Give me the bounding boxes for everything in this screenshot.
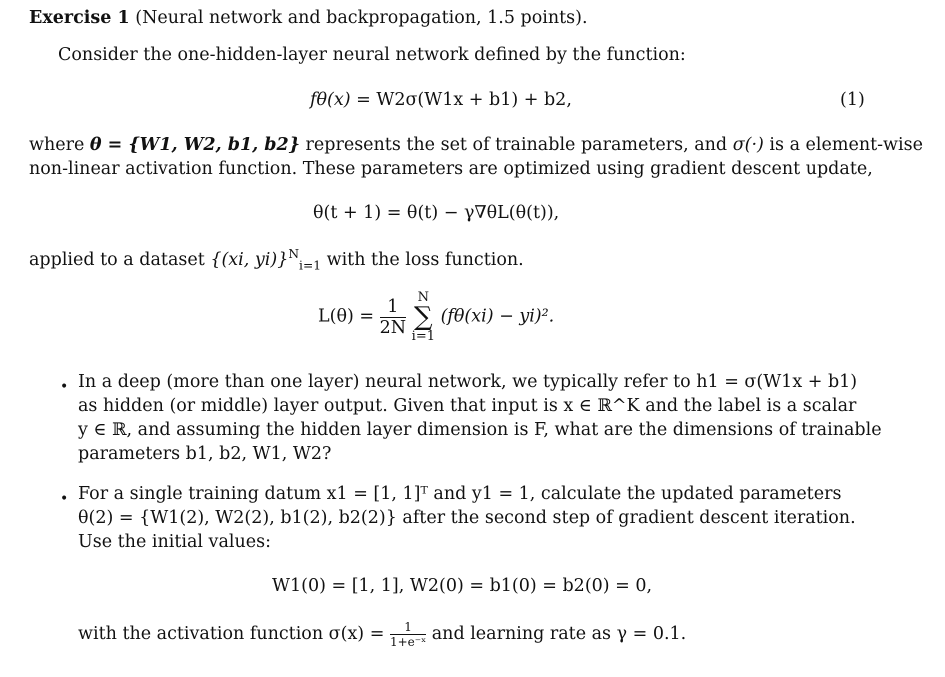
- paragraph-3: [29, 247, 524, 272]
- bullet-1-line-2: as hidden (or middle) layer output. Given that input is x ∈ ℝ^K and the label is a scalar: [78, 396, 857, 416]
- bullet-2-line-1: For a single training datum x1 = [1, 1]ᵀ and y1 = 1, calculate the updated parameters: [78, 484, 842, 504]
- bullet-1-line-4: parameters b1, b2, W1, W2?: [78, 444, 332, 464]
- p2-math-sigma: σ(·): [732, 135, 764, 155]
- p2-math-theta: θ = {W1, W2, b1, b2}: [89, 135, 300, 155]
- eq3-frac-den: 2N: [379, 317, 407, 338]
- equation-1: [310, 90, 572, 110]
- bullet-1-line-1: In a deep (more than one layer) neural network, we typically refer to h1 = σ(W1x + b1): [78, 372, 858, 392]
- equation-1-rhs: = W2σ(W1x + b1) + b2,: [356, 90, 572, 110]
- activation-fraction: [390, 620, 426, 649]
- paragraph-2-line-2: non-linear activation function. These parameters are optimized using gradient descent update,: [29, 159, 873, 179]
- activation-line: [78, 620, 686, 649]
- p2-text-b: represents the set of trainable parameters, and: [299, 135, 733, 155]
- activation-text-b: and learning rate as γ = 0.1.: [431, 624, 687, 644]
- bullet-2-marker: •: [60, 491, 69, 507]
- eq3-body: (fθ(xi) − yi)².: [440, 306, 555, 327]
- paragraph-2-line-1: [29, 135, 923, 155]
- bullet-2-line-3: Use the initial values:: [78, 532, 271, 552]
- eq3-lhs: L(θ) =: [318, 306, 375, 327]
- intro-text: Consider the one-hidden-layer neural network defined by the function:: [58, 45, 686, 65]
- equation-2: θ(t + 1) = θ(t) − γ∇θL(θ(t)),: [313, 203, 560, 223]
- bullet-2-line-2: θ(2) = {W1(2), W2(2), b1(2), b2(2)} after the second step of gradient descent iteration.: [78, 508, 856, 528]
- sigma-symbol: ∑: [414, 302, 433, 332]
- exercise-label: Exercise 1: [29, 8, 130, 28]
- eq3-frac-num: 1: [380, 297, 406, 318]
- p2-text-c: is a element-wise: [763, 135, 923, 155]
- bullet-1-line-3: y ∈ ℝ, and assuming the hidden layer dimension is F, what are the dimensions of trainable: [78, 420, 882, 440]
- p3-text-a: applied to a dataset: [29, 249, 211, 270]
- activation-frac-den: 1+e⁻ˣ: [389, 635, 427, 649]
- activation-text-a: with the activation function σ(x) =: [78, 624, 390, 644]
- equation-1-lhs: fθ(x): [310, 90, 351, 110]
- eq3-sum: [412, 290, 435, 344]
- bullet-1-marker: •: [60, 379, 69, 395]
- eq3-fraction: [380, 297, 406, 338]
- exercise-title: (Neural network and backpropagation, 1.5 points).: [135, 8, 588, 28]
- equation-3: [318, 290, 554, 352]
- p3-sup: N: [288, 247, 300, 261]
- p2-text-a: where: [29, 135, 90, 155]
- exercise-heading: [29, 8, 588, 28]
- eq3-sum-top: N: [417, 290, 429, 305]
- p3-dataset: {(xi, yi)}: [210, 249, 289, 270]
- equation-1-number: (1): [840, 90, 865, 110]
- equation-4: W1(0) = [1, 1], W2(0) = b1(0) = b2(0) = 0,: [272, 576, 653, 596]
- eq3-sum-bottom: i=1: [411, 329, 435, 344]
- activation-frac-num: 1: [390, 620, 426, 635]
- p3-text-b: with the loss function.: [321, 249, 524, 270]
- p3-sub: i=1: [299, 258, 322, 273]
